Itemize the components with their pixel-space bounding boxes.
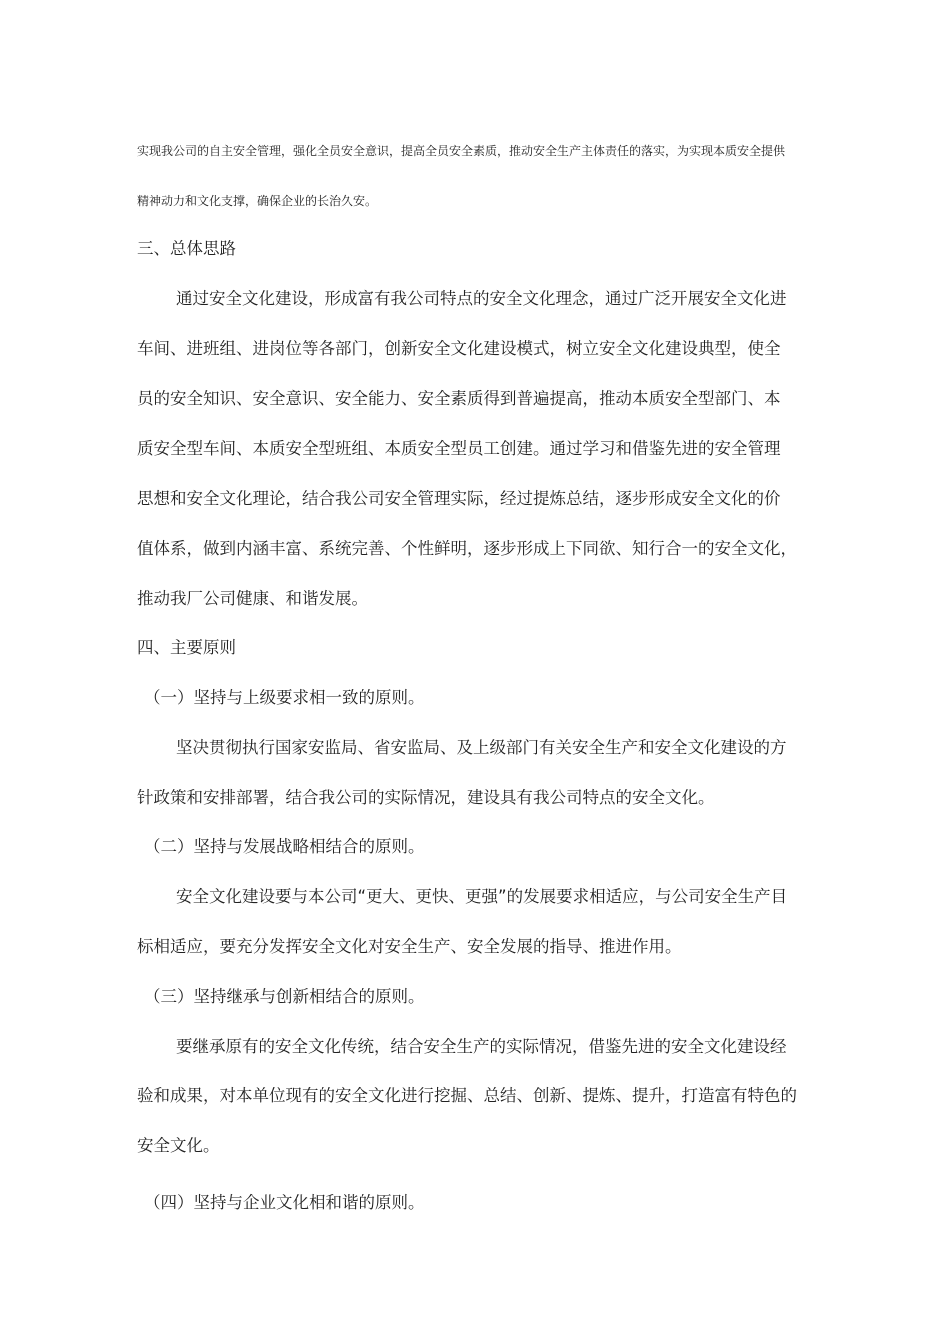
subheading-principle-2: （二）坚持与发展战略相结合的原则。 bbox=[144, 837, 425, 856]
paragraph-line: 实现我公司的自主安全管理，强化全员安全意识，提高全员安全素质，推动安全生产主体责任的落实，为实现本质安全提供 bbox=[137, 144, 786, 158]
section-heading-overall-approach: 三、总体思路 bbox=[137, 239, 236, 258]
paragraph-line: 针政策和安排部署，结合我公司的实际情况，建设具有我公司特点的安全文化。 bbox=[137, 788, 715, 807]
paragraph-line: 推动我厂公司健康、和谐发展。 bbox=[137, 589, 368, 608]
subheading-principle-3: （三）坚持继承与创新相结合的原则。 bbox=[144, 987, 425, 1006]
subheading-principle-1: （一）坚持与上级要求相一致的原则。 bbox=[144, 688, 425, 707]
paragraph-line: 标相适应，要充分发挥安全文化对安全生产、安全发展的指导、推进作用。 bbox=[137, 937, 682, 956]
paragraph-line: 验和成果，对本单位现有的安全文化进行挖掘、总结、创新、提炼、提升，打造富有特色的 bbox=[137, 1086, 797, 1105]
paragraph-line: 精神动力和文化支撑，确保企业的长治久安。 bbox=[137, 194, 378, 208]
section-heading-main-principles: 四、主要原则 bbox=[137, 638, 236, 657]
paragraph-line: 员的安全知识、安全意识、安全能力、安全素质得到普遍提高，推动本质安全型部门、本 bbox=[137, 389, 781, 408]
subheading-principle-4: （四）坚持与企业文化相和谐的原则。 bbox=[144, 1193, 425, 1212]
paragraph-line: 车间、进班组、进岗位等各部门，创新安全文化建设模式，树立安全文化建设典型，使全 bbox=[137, 339, 781, 358]
paragraph-line: 通过安全文化建设，形成富有我公司特点的安全文化理念，通过广泛开展安全文化进 bbox=[176, 289, 787, 308]
paragraph-line: 安全文化。 bbox=[137, 1136, 220, 1155]
paragraph-line: 安全文化建设要与本公司“更大、更快、更强”的发展要求相适应，与公司安全生产目 bbox=[176, 887, 788, 906]
paragraph-line: 值体系，做到内涵丰富、系统完善、个性鲜明，逐步形成上下同欲、知行合一的安全文化， bbox=[137, 539, 797, 558]
paragraph-line: 思想和安全文化理论，结合我公司安全管理实际，经过提炼总结，逐步形成安全文化的价 bbox=[137, 489, 781, 508]
paragraph-line: 质安全型车间、本质安全型班组、本质安全型员工创建。通过学习和借鉴先进的安全管理 bbox=[137, 439, 781, 458]
paragraph-line: 要继承原有的安全文化传统，结合安全生产的实际情况，借鉴先进的安全文化建设经 bbox=[176, 1037, 787, 1056]
paragraph-line: 坚决贯彻执行国家安监局、省安监局、及上级部门有关安全生产和安全文化建设的方 bbox=[176, 738, 787, 757]
